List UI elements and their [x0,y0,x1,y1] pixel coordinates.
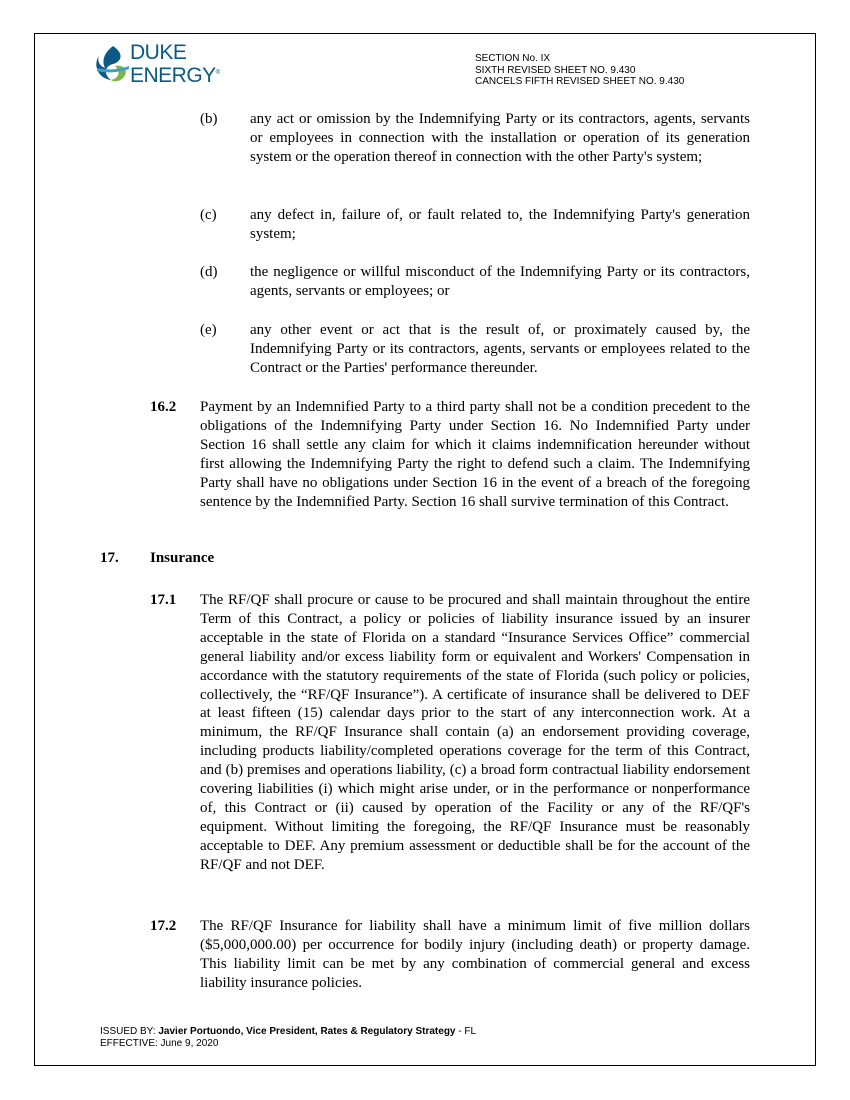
page-footer [100,1026,476,1049]
item-label-b: (b) [200,111,218,127]
section-17-1-text: The RF/QF shall procure or cause to be procured and shall maintain throughout the entire Term of this Contract, a policy or policies of liability insurance issued by an insurer acceptable in the state of Florida on a standard “Insurance Services Office” commercial general liability and/or excess liability form or equivalent and Workers' Compensation in accordance with the statutory requirements of the state of Florida (such policy or policies, collectively, the “RF/QF Insurance”). A certificate of insurance shall be delivered to DEF at least fifteen (15) calendar days prior to the start of any interconnection work. At a minimum, the RF/QF Insurance shall contain (a) an endorsement providing coverage, including products liability/completed operations coverage for the term of this Contract, and (b) premises and operations liability, (c) a broad form contractual liability endorsement covering liabilities (i) which might arise under, or in the performance or nonperformance of, this Contract or (ii) caused by operation of the Facility or any of the RF/QF's equipment. Without limiting the foregoing, the RF/QF Insurance must be reasonably acceptable to DEF. Any premium assessment or deductible shall be for the account of the RF/QF and not DEF. [200,592,750,873]
logo-line2: ENERGY [130,64,216,87]
section-17-1-number: 17.1 [150,592,177,608]
section-17-2-number: 17.2 [150,918,177,934]
logo-line1: DUKE [130,41,187,64]
issued-by-prefix: ISSUED BY: [100,1026,159,1037]
section-number: SECTION No. IX [475,53,551,64]
issued-by-name: Javier Portuondo, Vice President, Rates & Regulatory Strategy [158,1026,456,1037]
effective-date: EFFECTIVE: June 9, 2020 [100,1037,219,1049]
section-17-2-text: The RF/QF Insurance for liability shall have a minimum limit of five million dollars ($5,000,000.00) per occurrence for bodily injury (including death) or property damage. This liability limit can be met by any combination of commercial general and excess liability insurance policies. [200,918,750,991]
section-17-title: Insurance [150,550,215,566]
item-text-e: any other event or act that is the result of, or proximately caused by, the Indemnifying Party or its contractors, agents, servants or employees related to the Contract or the Parties' performance thereunder. [250,322,750,376]
section-16-2-number: 16.2 [150,399,177,415]
item-label-e: (e) [200,322,217,338]
sheet-number: SIXTH REVISED SHEET NO. 9.430 [475,64,636,76]
cancels-sheet: CANCELS FIFTH REVISED SHEET NO. 9.430 [475,76,685,87]
item-text-c: any defect in, failure of, or fault related to, the Indemnifying Party's generation system; [250,207,750,242]
issued-by-suffix: - FL [455,1026,477,1037]
item-label-c: (c) [200,207,217,223]
duke-energy-flame-icon [95,44,131,84]
section-16-2-text: Payment by an Indemnified Party to a third party shall not be a condition precedent to the obligations of the Indemnifying Party under Section 16. No Indemnified Party under Section 16 shall settle any claim for which it claims indemnification hereunder without first allowing the Indemnifying Party the right to defend such a claim. The Indemnifying Party shall have no obligations under Section 16 in the event of a breach of the foregoing sentence by the Indemnified Party. Section 16 shall survive termination of this Contract. [200,399,750,510]
logo-registered-mark: ® [215,70,220,76]
item-text-b: any act or omission by the Indemnifying Party or its contractors, agents, servants or employees in connection with the installation or operation of its generation system or the operation thereof in connection with the other Party's system; [250,111,750,165]
duke-energy-logo [95,42,245,90]
section-17-number: 17. [100,550,119,566]
item-label-d: (d) [200,264,218,280]
item-text-d: the negligence or willful misconduct of the Indemnifying Party or its contractors, agents, servants or employees; or [250,264,750,299]
sheet-header [475,53,684,88]
